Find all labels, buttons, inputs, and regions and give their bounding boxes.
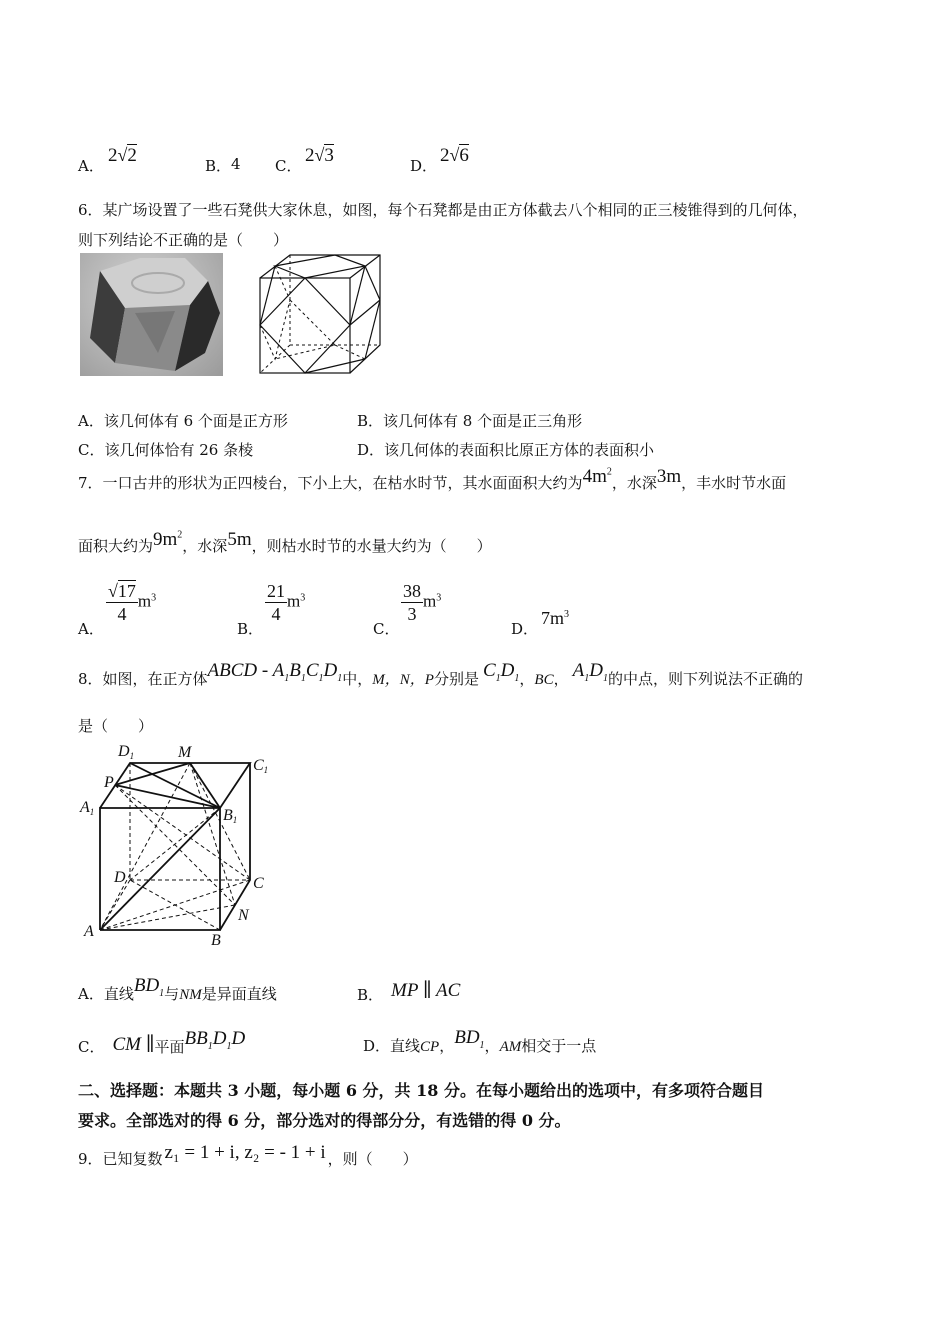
q5-option-b-label: B．: [205, 157, 232, 175]
label-b1: B: [223, 807, 233, 824]
label-n: N: [238, 907, 249, 924]
q8-cube-figure: [78, 740, 278, 950]
q8-text-1: 8．如图，在正方体: [78, 670, 208, 688]
q7-stem-line1: [78, 466, 787, 494]
stone-stool-photo: [80, 253, 223, 376]
q7-area-low: $4m^2$: [582, 466, 612, 487]
q5-option-c-label: C．: [275, 157, 302, 175]
q5-option-b-value: 4: [231, 155, 241, 173]
label-c: C: [253, 875, 264, 892]
q7-text-5: ，水深: [182, 537, 228, 555]
q9-expression: z₁ = 1 + i, z₂ = - 1 + i: [164, 1142, 326, 1163]
q8-text-3: 分别是: [433, 670, 479, 688]
q7-option-c-value: $\frac{38}{3}$ $m^3$: [403, 581, 442, 624]
q7-text-6: ，则枯水时节的水量大约为（ ）: [251, 537, 492, 555]
label-d1: D: [118, 743, 130, 760]
svg-text:D1: D1: [118, 743, 135, 761]
q6-stem-line2: 则下列结论不正确的是（ ）: [78, 231, 289, 249]
q6-stem-line1: 6．某广场设置了一些石凳供大家休息，如图，每个石凳都是由正方体截去八个相同的正三棱锥得到的几何体，: [78, 201, 808, 219]
q8-option-c: C． CM ∥平面$BB_1D_1D$: [78, 1028, 246, 1056]
q8-stem-line2: 是（ ）: [78, 717, 154, 735]
q5-option-d-value: 2√6: [440, 145, 469, 166]
q7-option-d-value: $7m^3$: [541, 608, 570, 628]
q7-option-d-label: D．: [511, 620, 539, 638]
q7-option-a-label: A．: [78, 620, 104, 638]
q8-option-a: A．直线$BD_1$与NM是异面直线: [78, 975, 277, 1003]
label-b: B: [211, 932, 221, 949]
q7-text-1: 7．一口古井的形状为正四棱台，下小上大，在枯水时节，其水面面积大约为: [78, 474, 583, 492]
label-a: A: [84, 923, 94, 940]
q7-stem-line2: [78, 529, 492, 557]
q8-seg-bc: BC: [534, 672, 554, 688]
label-d: D: [114, 869, 126, 886]
q8-seg-c1d1: $C_1D_1$: [482, 660, 520, 684]
q6-option-c: C．该几何体恰有 26 条棱: [78, 441, 254, 459]
section2-heading-line1: 二、选择题：本题共 3 小题，每小题 6 分，共 18 分。在每小题给出的选项中，有多项符合题目: [78, 1081, 764, 1100]
q6-polyhedron-figure: [255, 250, 385, 380]
q8-text-2: 中，: [342, 670, 373, 688]
q7-text-4: 面积大约为: [78, 537, 154, 555]
q6-option-d: D．该几何体的表面积比原正方体的表面积小: [357, 441, 655, 459]
q7-option-c-label: C．: [373, 620, 400, 638]
q5-option-d-label: D．: [410, 157, 438, 175]
svg-text:C1: C1: [253, 757, 269, 775]
q9-stem: 9．已知复数 z₁ = 1 + i, z₂ = - 1 + i ，则（ ）: [78, 1142, 418, 1168]
q5-option-a-label: A．: [78, 157, 104, 175]
q7-text-2: ，水深: [611, 474, 657, 492]
svg-text:B1: B1: [223, 807, 238, 825]
q8-stem-line1: 8．如图，在正方体ABCD - $A_1B_1C_1D_1$中，M，N，P分别是 $C_1D_1$，BC， $A_1D_1$的中点，则下列说法不正确的: [78, 660, 803, 688]
q8-cube-name: ABCD - $A_1B_1C_1D_1$: [207, 660, 343, 684]
q8-option-b: B． MP ∥ AC: [357, 980, 461, 1004]
q6-option-b: B．该几何体有 8 个面是正三角形: [357, 412, 583, 430]
label-a1: A: [80, 799, 90, 816]
q6-option-a: A．该几何体有 6 个面是正方形: [78, 412, 288, 430]
section2-heading-line2: 要求。全部选对的得 6 分，部分选对的得部分分，有选错的得 0 分。: [78, 1111, 571, 1130]
q7-option-b-value: $\frac{21}{4}$ $m^3$: [267, 581, 306, 624]
svg-text:A1: A1: [80, 799, 95, 817]
label-m: M: [178, 744, 192, 761]
q7-option-b-label: B．: [237, 620, 264, 638]
q7-option-a-value: $\frac{√17}{4}$ $m^3$: [108, 581, 157, 624]
q5-option-c-value: 2√3: [305, 145, 334, 166]
q8-points: M，N，P: [372, 672, 434, 688]
q7-depth-low: 3m: [656, 466, 682, 487]
q8-text-4: 的中点，则下列说法不正确的: [607, 670, 803, 688]
label-p: P: [104, 774, 114, 791]
q5-option-a-value: 2√2: [108, 145, 137, 166]
q8-option-d: D．直线CP，$BD_1$，AM相交于一点: [363, 1027, 597, 1055]
q8-seg-a1d1: $A_1D_1$: [572, 660, 608, 684]
q7-area-high: $9m^2$: [153, 529, 183, 550]
q7-depth-high: 5m: [227, 529, 252, 550]
q7-text-3: ，丰水时节水面: [681, 474, 787, 492]
label-c1: C: [253, 757, 264, 774]
